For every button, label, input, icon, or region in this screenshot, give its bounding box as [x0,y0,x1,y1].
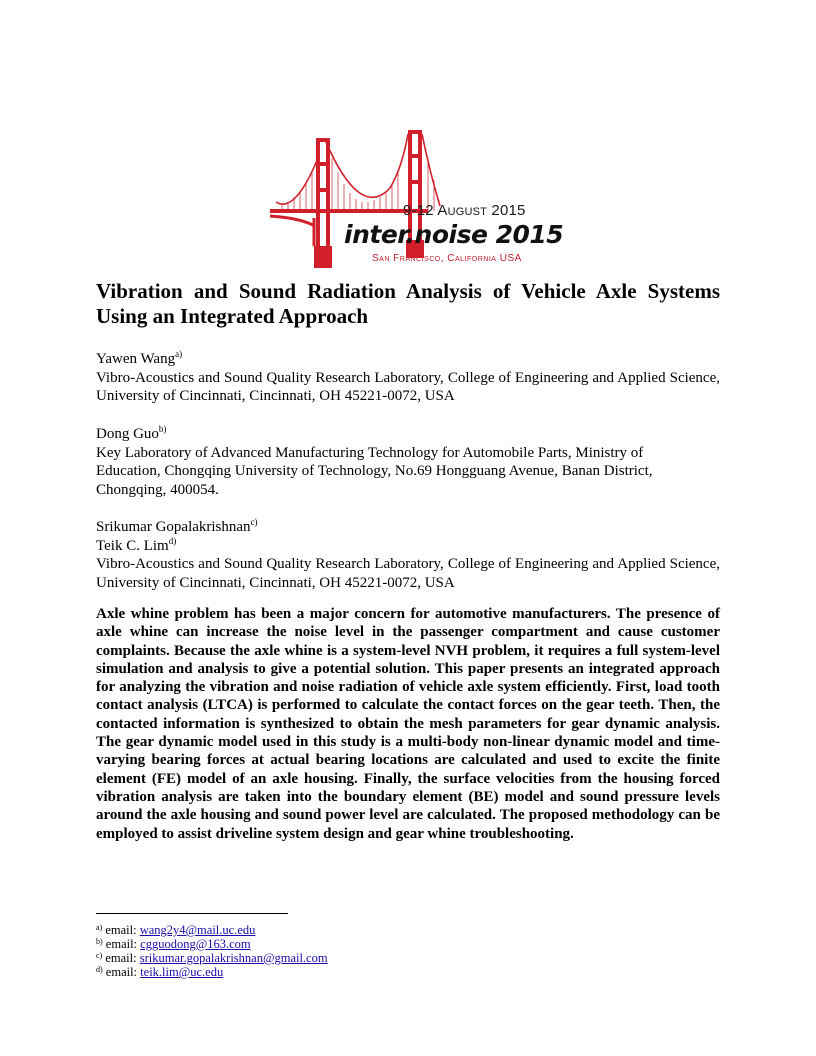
author-block-3 [96,518,720,592]
author-footnote-mark: b) [158,424,167,434]
conference-logo [270,128,564,270]
author-name-text: Srikumar Gopalakrishnan [96,519,251,535]
author-affiliation-line: Key Laboratory of Advanced Manufacturing Technology for Automobile Parts, Ministry of [96,444,644,461]
email-link[interactable]: teik.lim@uc.edu [140,965,224,979]
footnote [96,951,328,965]
author-affiliation: Vibro-Acoustics and Sound Quality Research Laboratory, College of Engineering and Applied Science, University of Cincinnati, Cincinnati, OH 45221-0072, USA [96,369,720,404]
footnote-divider [96,913,288,914]
footnote-mark: a) [96,923,103,932]
conference-date: 9-12 August 2015 [403,202,526,219]
footnote-mark: d) [96,965,103,974]
footnote-label: email: [105,923,140,937]
author-name [96,425,720,444]
abstract: Axle whine problem has been a major concern for automotive manufacturers. The presence of axle whine can increase the noise level in the passenger compartment and cause customer complaints. Because the axle whine is a system-level NVH problem, it requires a full system-level simulation and analysis to give a potential solution. This paper presents an integrated approach for analyzing the vibration and noise radiation of vehicle axle system efficiently. First, load tooth contact analysis (LTCA) is performed to calculate the contact forces on the gear teeth. Then, the contacted information is synthesized to obtain the mesh parameters for gear dynamic analysis. The gear dynamic model used in this study is a multi-body non-linear dynamic model and time-varying bearing forces at actual bearing locations are calculated and used to excite the finite element (FE) model of an axle housing. Finally, the surface velocities from the housing forced vibration analysis are taken into the boundary element (BE) model and sound pressure levels around the axle housing and sound power level are calculated. The proposed methodology can be employed to assist driveline system design and gear whine troubleshooting. [96,606,720,842]
author-footnote-mark: d) [168,535,177,546]
author-footnote-mark: a) [175,349,183,359]
author-name [96,537,720,556]
footnote-label: email: [105,937,141,951]
footnote [96,923,328,937]
footnote-label: email: [105,965,141,979]
conference-location: San Francisco, California USA [372,253,522,264]
author-block-2 [96,425,720,499]
author-name-text: Yawen Wang [96,351,176,367]
footnote-mark: c) [96,951,103,960]
footnote-mark: b) [96,937,103,946]
author-affiliation: Vibro-Acoustics and Sound Quality Research Laboratory, College of Engineering and Applied Science, University of Cincinnati, Cincinnati, OH 45221-0072, USA [96,556,720,591]
author-block-1 [96,350,720,406]
author-name [96,518,720,537]
email-link[interactable]: wang2y4@mail.uc.edu [139,923,256,937]
footnotes [96,923,328,979]
footnote-label: email: [105,951,140,965]
paper-title: Vibration and Sound Radiation Analysis of Vehicle Axle Systems Using an Integrated Approach [96,279,720,328]
author-name-text: Teik C. Lim [96,537,169,554]
author-affiliation-line: Education, Chongqing University of Technology, No.69 Hongguang Avenue, Banan District, [96,463,653,479]
footnote [96,965,328,979]
conference-name: inter.noise 2015 [344,220,564,249]
email-link[interactable]: cgguodong@163.com [140,937,251,951]
author-footnote-mark: c) [250,517,258,527]
author-name-text: Dong Guo [96,426,159,442]
author-name [96,350,720,369]
email-link[interactable]: srikumar.gopalakrishnan@gmail.com [139,951,328,965]
author-affiliation-line: Chongqing, 400054. [96,481,219,498]
footnote [96,937,328,951]
